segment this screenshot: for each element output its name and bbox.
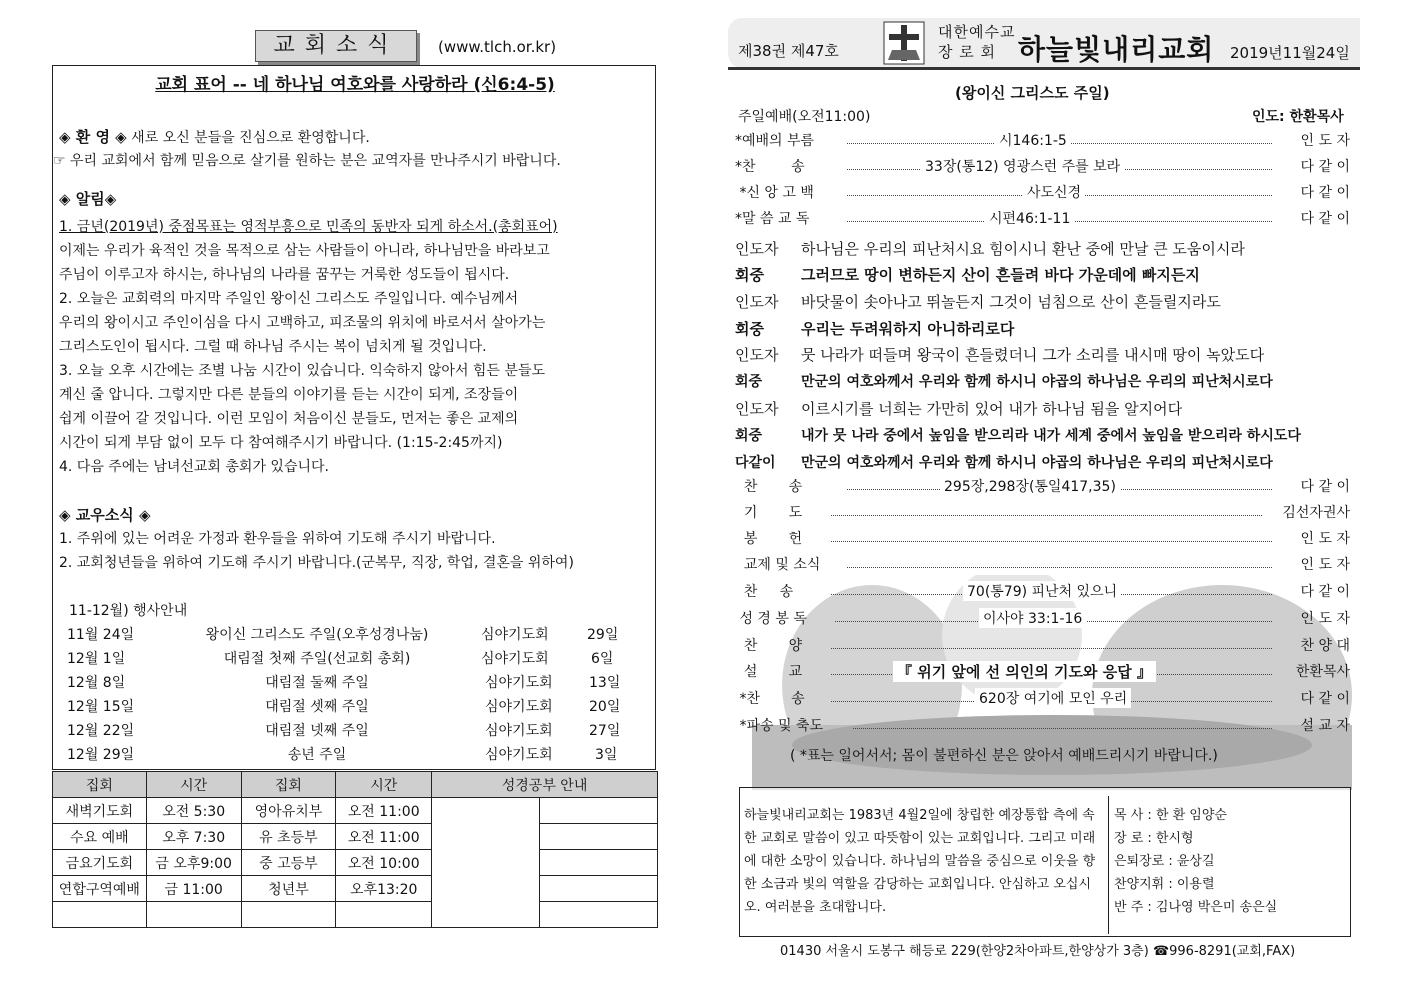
congregation-heading: ◈ 교우소식 ◈ xyxy=(59,506,151,524)
standing-note: ( *표는 일어서서; 몸이 불편하신 분은 앉아서 예배드리시기 바랍니다.) xyxy=(790,748,1218,764)
table-header: 시간 xyxy=(146,772,241,798)
responsive-line: 인도자 하나님은 우리의 피난처시요 힘이시니 환난 중에 만날 큰 도움이시라 xyxy=(735,240,1245,258)
notice-heading: ◈ 알림◈ xyxy=(59,190,117,208)
welcome-invite: ☞ 우리 교회에서 함께 믿음으로 살기를 원하는 분은 교역자를 만나주시기 바랍니다. xyxy=(53,153,561,169)
notice-line: 3. 오늘 오후 시간에는 조별 나눔 시간이 있습니다. 익숙하지 않아서 힘든 분들도 xyxy=(59,363,546,379)
notice-line: 그리스도인이 됩시다. 그럴 때 하나님 주시는 복이 넘치게 될 것입니다. xyxy=(59,339,487,355)
congregation-line: 2. 교회청년들을 위하여 기도해 주시기 바랍니다.(군복무, 직장, 학업, 결혼을 위하여) xyxy=(59,555,574,571)
schedule-row: 12월 22일 대림절 넷째 주일 심야기도회 27일 xyxy=(67,723,621,739)
notice-line: 4. 다음 주에는 남녀선교회 총회가 있습니다. xyxy=(59,459,329,475)
responsive-line: 회중 만군의 여호와께서 우리와 함께 하시니 야곱의 하나님은 우리의 피난처시로다 xyxy=(735,374,1273,390)
news-panel xyxy=(52,65,656,770)
worship-order-row: *찬 송 620장 여기에 모인 우리 다 같 이 xyxy=(735,688,1350,714)
worship-order-row: 찬 양 찬 양 대 xyxy=(735,638,1350,654)
congregation-line: 1. 주위에 있는 어려운 가정과 환우들을 위하여 기도해 주시기 바랍니다. xyxy=(59,531,496,547)
responsive-line: 인도자 바닷물이 솟아나고 뛰놀든지 그것이 넘침으로 산이 흔들릴지라도 xyxy=(735,293,1221,311)
notice-line: 1. 금년(2019년) 중점목표는 영적부흥으로 민족의 동반자 되게 하소서.(총회표어) xyxy=(59,219,558,235)
table-header-row xyxy=(53,772,658,798)
welcome-text: 새로 오신 분들을 진심으로 환영합니다. xyxy=(126,130,370,146)
notice-line: 주님이 이루고자 하시는, 하나님의 나라를 꿈꾸는 거룩한 성도들이 됩시다. xyxy=(59,267,510,283)
staff-list xyxy=(1114,804,1277,919)
worship-order-row: 성 경 봉 독 이사야 33:1-16 인 도 자 xyxy=(735,608,1350,634)
schedule-heading: 11-12월) 행사안내 xyxy=(69,603,188,619)
staff-item: 은퇴장로 : 윤상길 xyxy=(1114,854,1215,869)
responsive-line: 회중 우리는 두려워하지 아니하리로다 xyxy=(735,320,1015,338)
notice-line: 우리의 왕이시고 주인이심을 다시 고백하고, 피조물의 위치에 바로서서 살아가는 xyxy=(59,315,546,331)
worship-order-row: 교제 및 소식 인 도 자 xyxy=(735,557,1350,573)
worship-order-row: *파송 및 축도 설 교 자 xyxy=(735,718,1350,734)
bulletin-header xyxy=(728,18,1360,70)
bulletin-date: 2019년11월24일 xyxy=(1230,44,1350,62)
worship-order-row: 찬 송 70(통79) 피난처 있으니 다 같 이 xyxy=(735,581,1350,607)
news-title: 교회소식 xyxy=(255,30,417,62)
worship-order-row: 기 도 김선자권사 xyxy=(735,505,1350,521)
table-header: 집회 xyxy=(241,772,336,798)
church-logo-icon xyxy=(880,20,928,66)
table-header: 집회 xyxy=(53,772,147,798)
staff-item: 장 로 : 한시형 xyxy=(1114,831,1194,846)
church-intro: 하늘빛내리교회는 1983년 4월2일에 창립한 예장통합 측에 속한 교회로 말씀이 있고 따뜻함이 있는 교회입니다. 그리고 미래에 대한 소망이 있습니다. 하나님의 말씀을 중심으로 이웃을 향한 소금과 빛의 역할을 감당하는 교회입니다. 안심하고 오십시오. 여러분을 초대합니다. xyxy=(744,808,1096,915)
table-row: 수요 예배 오후 7:30 유 초등부 오전 11:00 xyxy=(53,824,658,850)
schedule-row: 12월 1일 대림절 첫째 주일(선교회 총회) 심야기도회 6일 xyxy=(67,651,614,667)
notice-line: 시간이 되게 부담 없이 모두 다 참여해주시기 바랍니다. (1:15-2:45까지) xyxy=(59,435,503,451)
meeting-schedule-table xyxy=(52,771,658,928)
bible-study-cell xyxy=(432,798,540,928)
responsive-line: 다같이 만군의 여호와께서 우리와 함께 하시니 야곱의 하나님은 우리의 피난처시로다 xyxy=(735,455,1273,471)
responsive-line: 인도자 이르시기를 너희는 가만히 있어 내가 하나님 됨을 알지어다 xyxy=(735,400,1183,418)
table-row: 새벽기도회 오전 5:30 영아유치부 오전 11:00 xyxy=(53,798,658,824)
table-row: 연합구역예배 금 11:00 청년부 오후13:20 xyxy=(53,876,658,902)
notice-line: 쉽게 이끌어 갈 것입니다. 이런 모임이 처음이신 분들도, 먼저는 좋은 교제의 xyxy=(59,411,519,427)
volume-number: 제38권 제47호 xyxy=(738,42,839,60)
staff-item: 목 사 : 한 환 임양순 xyxy=(1114,808,1227,823)
church-name: 하늘빛내리교회 xyxy=(1018,33,1215,66)
staff-item: 찬양지휘 : 이용렬 xyxy=(1114,877,1215,892)
schedule-row: 12월 8일 대림절 둘째 주일 심야기도회 13일 xyxy=(67,675,621,691)
notice-line: 이제는 우리가 육적인 것을 목적으로 삼는 사람들이 아니라, 하나님만을 바라보고 xyxy=(59,243,550,259)
responsive-line: 인도자 뭇 나라가 떠들며 왕국이 흔들렸더니 그가 소리를 내시매 땅이 녹았도다 xyxy=(735,346,1265,364)
schedule-row: 12월 15일 대림절 셋째 주일 심야기도회 20일 xyxy=(67,699,621,715)
table-row xyxy=(53,902,658,928)
worship-order-row: *찬 송 33장(통12) 영광스런 주를 보라 다 같 이 xyxy=(735,156,1350,182)
schedule-row: 12월 29일 송년 주일 심야기도회 3일 xyxy=(67,747,618,763)
notice-line: 계신 줄 압니다. 그렇지만 다른 분들의 이야기를 듣는 시간이 되게, 조장들이 xyxy=(59,387,519,403)
bible-study-cell xyxy=(540,798,658,824)
staff-item: 반 주 : 김나영 박은미 송은실 xyxy=(1114,900,1278,915)
notice-line: 2. 오늘은 교회력의 마지막 주일인 왕이신 그리스도 주일입니다. 예수님께서 xyxy=(59,291,519,307)
worship-order-row: *신 앙 고 백 사도신경 다 같 이 xyxy=(735,182,1350,208)
denomination: 대한예수교 장 로 회 xyxy=(938,23,1016,61)
church-address: 01430 서울시 도봉구 해등로 229(한양2차아파트,한양상가 3층) ☎996-8291(교회,FAX) xyxy=(780,944,1296,959)
responsive-line: 회중 내가 뭇 나라 중에서 높임을 받으리라 내가 세계 중에서 높임을 받으리라 하시도다 xyxy=(735,428,1301,444)
church-info-box xyxy=(739,787,1351,937)
worship-order-row: *말 씀 교 독 시편46:1-11 다 같 이 xyxy=(735,208,1350,234)
service-time: 주일예배(오전11:00) xyxy=(738,109,871,125)
worship-order-row: *예배의 부름 시146:1-5 인 도 자 xyxy=(735,130,1350,156)
responsive-line: 회중 그러므로 땅이 변하든지 산이 흔들려 바다 가운데에 빠지든지 xyxy=(735,266,1200,284)
worship-order-row: 찬 송 295장,298장(통일417,35) 다 같 이 xyxy=(735,476,1350,502)
table-row: 금요기도회 금 오후9:00 중 고등부 오전 10:00 xyxy=(53,850,658,876)
table-header: 성경공부 안내 xyxy=(432,772,658,798)
schedule-row: 11월 24일 왕이신 그리스도 주일(오후성경나눔) 심야기도회 29일 xyxy=(67,627,619,643)
welcome-line xyxy=(59,126,370,147)
table-header: 시간 xyxy=(336,772,432,798)
church-motto: 교회 표어 -- 네 하나님 여호와를 사랑하라 (신6:4-5) xyxy=(155,75,555,95)
info-divider xyxy=(1108,796,1109,934)
worship-order-row: 봉 헌 인 도 자 xyxy=(735,531,1350,547)
welcome-heading: ◈ 환 영 ◈ xyxy=(59,128,127,146)
sunday-title: (왕이신 그리스도 주일) xyxy=(955,84,1110,102)
worship-order-row: 설 교 『 위기 앞에 선 의인의 기도와 응답 』 한환목사 xyxy=(735,663,1350,681)
website-url[interactable]: (www.tlch.or.kr) xyxy=(438,38,557,56)
service-leader: 인도: 한환목사 xyxy=(1252,109,1344,125)
